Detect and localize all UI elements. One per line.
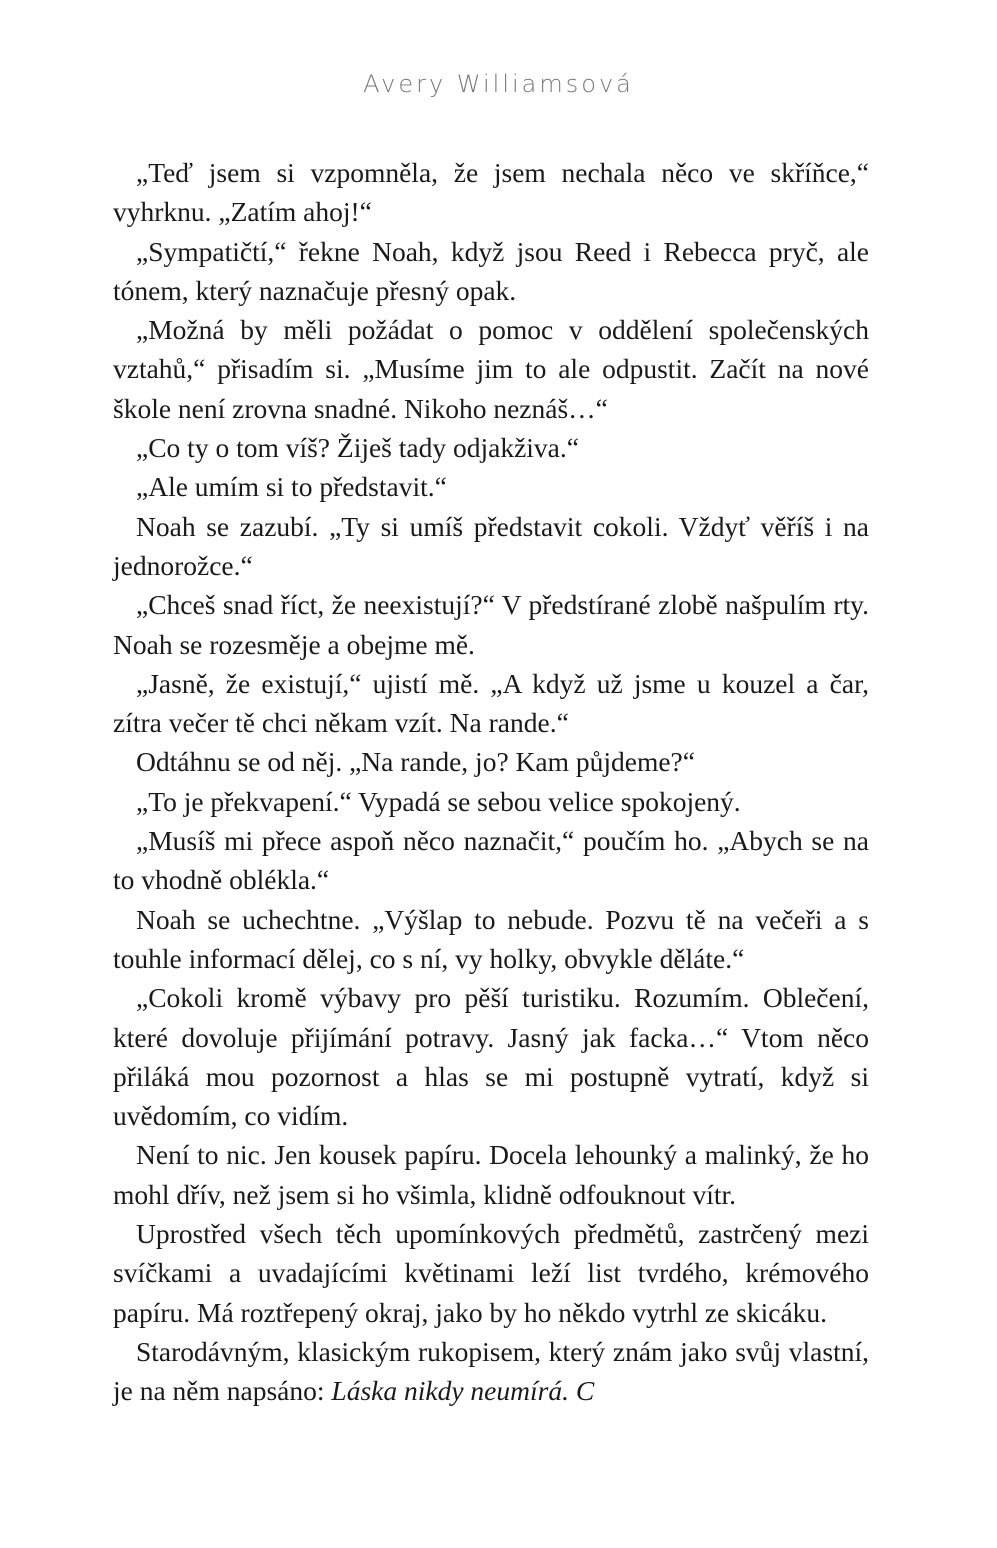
paragraph: „Chceš snad říct, že neexistují?“ V předstírané zlobě našpulím rty. Noah se rozesměje a obejme mě. — [113, 589, 869, 660]
paragraph: „Cokoli kromě výbavy pro pěší turistiku. Rozumím. Oblečení, které dovoluje přijímání potravy. Jasný jak facka…“ Vtom něco přiláká mou pozornost a hlas se mi postupně vytratí, když si uvědomím, co vidím. — [113, 982, 869, 1132]
paragraph: „Jasně, že existují,“ ujistí mě. „A když už jsme u kouzel a čar, zítra večer tě chci někam vzít. Na rande.“ — [113, 667, 869, 739]
handwritten-note-quote: Láska nikdy neumírá. C — [331, 1375, 595, 1407]
paragraph: Noah se zazubí. „Ty si umíš představit cokoli. Vždyť věříš i na jednorožce.“ — [113, 510, 869, 581]
paragraph: Není to nic. Jen kousek papíru. Docela lehounký a malinký, že ho mohl dřív, než jsem si ho všimla, klidně odfouknout vítr. — [113, 1139, 869, 1210]
final-paragraph — [113, 1332, 869, 1411]
final-paragraph-lead: Starodávným, klasickým rukopisem, který znám jako svůj vlastní, je na něm napsáno: — [113, 1335, 869, 1407]
paragraph: „Ale umím si to představit.“ — [136, 471, 447, 503]
body-text — [113, 153, 869, 1411]
paragraph: „Možná by měli požádat o pomoc v oddělení společenských vztahů,“ přisadím si. „Musíme jim to ale odpustit. Začít na nové škole není zrovna snadné. Nikoho neznáš…“ — [113, 314, 869, 424]
paragraph: Odtáhnu se od něj. „Na rande, jo? Kam půjdeme?“ — [136, 746, 695, 778]
paragraph: „Sympatičtí,“ řekne Noah, když jsou Reed i Rebecca pryč, ale tónem, který naznačuje přesný opak. — [113, 235, 869, 306]
paragraph: Noah se uchechtne. „Výšlap to nebude. Pozvu tě na večeři a s touhle informací dělej, co s ní, vy holky, obvykle děláte.“ — [113, 903, 869, 974]
paragraph: „Musíš mi přece aspoň něco naznačit,“ poučím ho. „Abych se na to vhodně oblékla.“ — [113, 825, 869, 896]
paragraph: „Teď jsem si vzpomněla, že jsem nechala něco ve skříňce,“ vyhrknu. „Zatím ahoj!“ — [113, 157, 869, 228]
paragraph: „To je překvapení.“ Vypadá se sebou velice spokojený. — [136, 785, 741, 817]
running-head: Avery Williamsová — [363, 70, 634, 98]
paragraph: Uprostřed všech těch upomínkových předmětů, zastrčený mezi svíčkami a uvadajícími květinami leží list tvrdého, krémového papíru. Má roztřepený okraj, jako by ho někdo vytrhl ze skicáku. — [113, 1218, 869, 1328]
paragraph: „Co ty o tom víš? Žiješ tady odjakživa.“ — [136, 432, 579, 464]
